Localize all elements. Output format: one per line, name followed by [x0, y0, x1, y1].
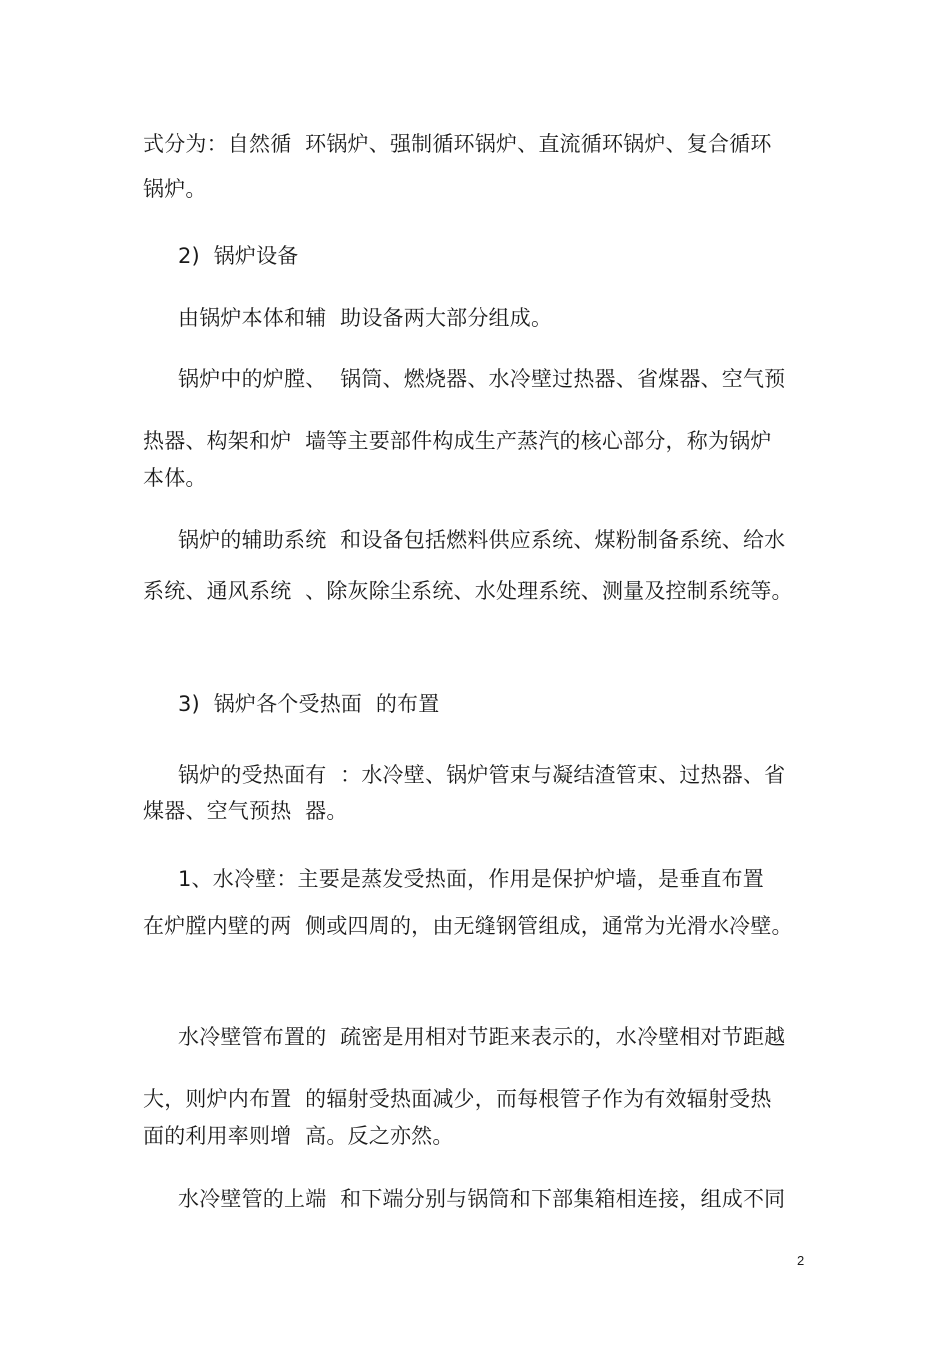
paragraph-line: 锅炉的辅助系统 和设备包括燃料供应系统、煤粉制备系统、给水	[178, 528, 786, 552]
paragraph-line: 锅炉中的炉膛、 锅筒、燃烧器、水冷壁过热器、省煤器、空气预	[178, 367, 786, 391]
paragraph-line: 式分为：自然循 环锅炉、强制循环锅炉、直流循环锅炉、复合循环	[143, 132, 772, 156]
paragraph-line: 水冷壁管的上端 和下端分别与锅筒和下部集箱相连接，组成不同	[178, 1187, 786, 1211]
paragraph-line: 水冷壁管布置的 疏密是用相对节距来表示的，水冷壁相对节距越	[178, 1025, 786, 1049]
paragraph-line: 1、水冷壁：主要是蒸发受热面，作用是保护炉墙，是垂直布置	[178, 867, 764, 891]
paragraph-line: 锅炉。	[143, 177, 207, 201]
paragraph-line: 煤器、空气预热 器。	[143, 799, 348, 823]
paragraph-line: 本体。	[143, 466, 207, 490]
paragraph-line: 系统、通风系统 、除灰除尘系统、水处理系统、测量及控制系统等。	[143, 579, 793, 603]
paragraph-line: 由锅炉本体和辅 助设备两大部分组成。	[178, 306, 553, 330]
page-number: 2	[797, 1253, 805, 1268]
section-heading: 2) 锅炉设备	[178, 244, 299, 268]
section-heading: 3) 锅炉各个受热面 的布置	[178, 692, 440, 716]
paragraph-line: 在炉膛内壁的两 侧或四周的，由无缝钢管组成，通常为光滑水冷壁。	[143, 914, 793, 938]
paragraph-line: 热器、构架和炉 墙等主要部件构成生产蒸汽的核心部分，称为锅炉	[143, 429, 772, 453]
paragraph-line: 锅炉的受热面有 ：水冷壁、锅炉管束与凝结渣管束、过热器、省	[178, 763, 786, 787]
paragraph-line: 面的利用率则增 高。反之亦然。	[143, 1124, 454, 1148]
paragraph-line: 大，则炉内布置 的辐射受热面减少，而每根管子作为有效辐射受热	[143, 1087, 772, 1111]
